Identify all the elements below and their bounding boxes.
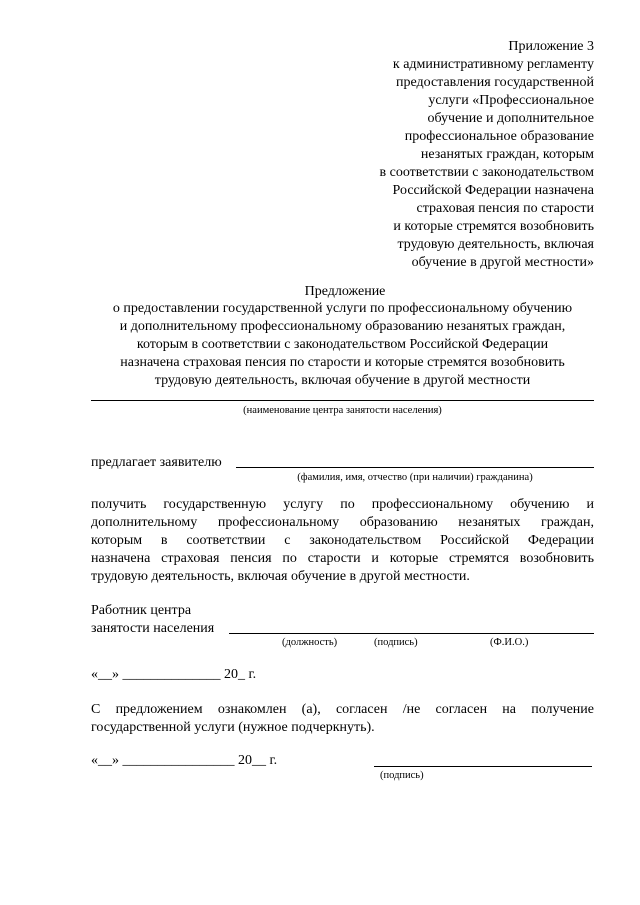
signature-caption-applicant: (подпись) [380, 770, 424, 781]
consent-line-2: государственной услуги (нужное подчеркнуть). [91, 720, 375, 735]
subtitle-line-2: и дополнительному профессиональному образованию незанятых граждан, [119, 319, 566, 334]
worker-signature-field[interactable] [229, 633, 594, 634]
body-line-2: дополнительному профессиональному образованию незанятых граждан, [91, 515, 594, 530]
fio-caption: (Ф.И.О.) [490, 637, 529, 648]
appendix-line-8: в соответствии с законодательством [379, 165, 594, 180]
appendix-line-11: и которые стремятся возобновить [393, 219, 594, 234]
document-title: Предложение [304, 284, 386, 299]
body-line-5: трудовую деятельность, включая обучение в другой местности. [91, 569, 470, 584]
appendix-line-13: обучение в другой местности» [411, 255, 594, 270]
position-caption: (должность) [282, 637, 338, 648]
signature-caption-worker: (подпись) [374, 637, 418, 648]
appendix-line-5: обучение и дополнительное [427, 111, 594, 126]
applicant-signature-field[interactable] [374, 766, 592, 767]
appendix-line-9: Российской Федерации назначена [392, 183, 594, 198]
center-name-field[interactable] [91, 400, 594, 401]
body-line-3: которым в соответствии с законодательством Российской Федерации [91, 533, 594, 548]
body-line-1: получить государственную услугу по профессиональному обучению и [91, 497, 594, 512]
center-name-caption: (наименование центра занятости населения) [243, 405, 442, 416]
applicant-name-field[interactable] [236, 467, 594, 468]
subtitle-line-5: трудовую деятельность, включая обучение в другой местности [154, 373, 531, 388]
worker-label-1: Работник центра [91, 603, 192, 618]
date-field-2[interactable]: «__» ________________ 20__ г. [91, 753, 278, 768]
offer-prefix: предлагает заявителю [91, 455, 222, 470]
date-field-1[interactable]: «__» ______________ 20_ г. [91, 667, 257, 682]
appendix-line-6: профессиональное образование [404, 129, 594, 144]
appendix-line-3: предоставления государственной [395, 75, 594, 90]
appendix-line-12: трудовую деятельность, включая [397, 237, 594, 252]
body-line-4: назначена страховая пенсия по старости и которые стремятся возобновить [91, 551, 594, 566]
appendix-line-4: услуги «Профессиональное [428, 93, 594, 108]
appendix-line-1: Приложение 3 [508, 39, 594, 54]
appendix-line-10: страховая пенсия по старости [416, 201, 594, 216]
subtitle-line-1: о предоставлении государственной услуги по профессиональному обучению [112, 301, 573, 316]
subtitle-line-3: которым в соответствии с законодательством Российской Федерации [136, 337, 549, 352]
appendix-line-7: незанятых граждан, которым [420, 147, 594, 162]
consent-line-1: С предложением ознакомлен (а), согласен /не согласен на получение [91, 702, 594, 717]
applicant-caption: (фамилия, имя, отчество (при наличии) гражданина) [297, 472, 533, 483]
subtitle-line-4: назначена страховая пенсия по старости и которые стремятся возобновить [120, 355, 565, 370]
appendix-line-2: к административному регламенту [392, 57, 594, 72]
worker-label-2: занятости населения [91, 621, 215, 636]
